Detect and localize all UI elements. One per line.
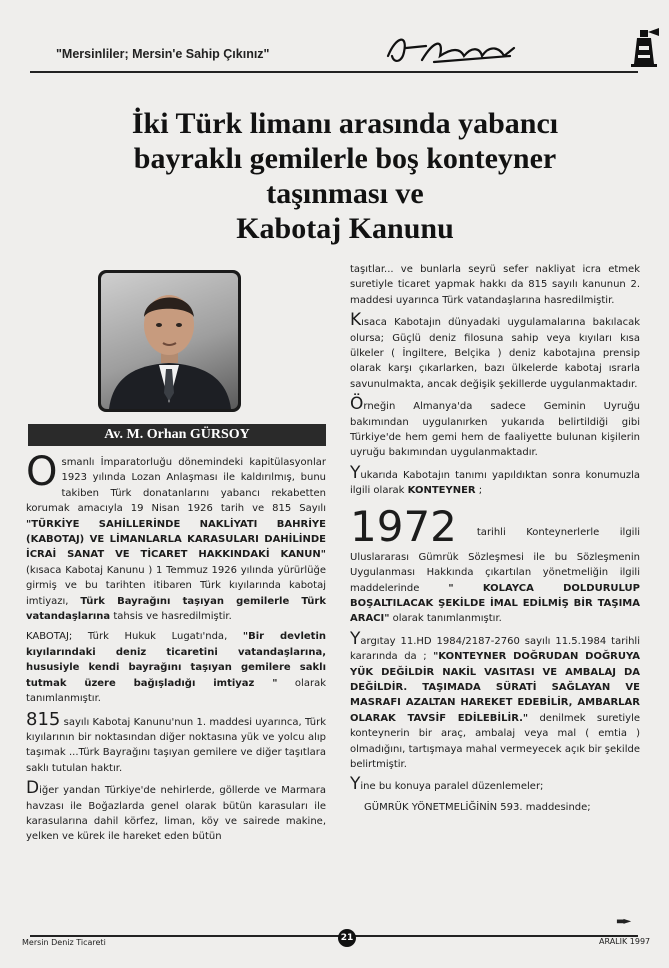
paragraph-text: ısaca Kabotajın dünyadaki uygulamalarına bakılacak olursa; Güçlü deniz filosuna sahip veya kıyıları kısa ülkeler ( İngiltere, Belçika ) deniz kabotajına prensip olarak karşı çıkarlarken, bazı ülkelerde kabotaj ısrarla savunulmakta, ancak değişik şekillerde uygulanmaktadır. [350, 317, 640, 390]
paragraph-text: ine bu konuya paralel düzenlemeler; [360, 781, 544, 793]
bleed-through-left [30, 250, 39, 288]
footer-publication: Mersin Deniz Ticareti [22, 938, 106, 947]
law-title: "TÜRKİYE SAHİLLERİNDE NAKLİYATI BAHRİYE (KABOTAJ) VE LİMANLARLA KARASULARI DAHİLİNDE İCRAİ SANAT VE TİCARET HAKKINDAKİ KANUN" [26, 518, 326, 561]
paragraph-text: iğer yandan Türkiye'de nehirlerde, göllerde ve Marmara havzası ile Boğazlarda genel olarak bütün karasuları ile karasularına dahil körfez, liman, köy ve sairede makine, yelken ve kürek ile hareket eden bütün [26, 785, 326, 843]
paragraph-text: argıtay 11.HD 1984/2187-2760 sayılı 11.5.1984 tarihli kararında da ; [350, 635, 640, 663]
paragraph [26, 449, 326, 624]
initial-letter: Y [350, 628, 361, 649]
initial-letter: Y [350, 462, 361, 483]
paragraph-text: tahsis ve hasredilmiştir. [110, 611, 232, 623]
keyword: KONTEYNER [407, 485, 476, 497]
paragraph-text: olarak tanımlanmıştır. [26, 677, 326, 705]
portrait-figure [101, 273, 238, 409]
left-column [26, 449, 326, 850]
author-portrait-icon [101, 273, 238, 409]
paragraph-text: rneğin Almanya'da sadece Geminin Uyruğu bakımından uygulanırken yukarıda belirtildiği gibi Türkiye'de hem gemi hem de faaliyette bulunan kişilerin uyruğu bakımından uygulanmaktadır. [350, 401, 640, 459]
header-rule [30, 71, 638, 73]
paragraph-text: KABOTAJ; Türk Hukuk Lugatı'nda, [26, 631, 243, 643]
paragraph [350, 262, 640, 308]
paragraph [26, 778, 326, 845]
drop-cap: O [26, 449, 58, 495]
emphasis-text: Türk Bayrağını taşıyan gemilerle Türk vatandaşlarına [26, 595, 326, 623]
paragraph [350, 462, 640, 499]
paragraph-text: tarihli Konteynerlerle ilgili Uluslararası Gümrük Sözleşmesi ile bu Sözleşmenin Uygulanması Hakkında çıkartılan yönetmeliğin ilgili maddelerinde [350, 526, 640, 594]
law-number: 815 [26, 708, 61, 730]
article-headline [70, 106, 620, 246]
initial-letter: Ö [350, 394, 364, 415]
header-slogan: "Mersinliler; Mersin'e Sahip Çıkınız" [56, 47, 270, 61]
paragraph-text: sayılı Kabotaj Kanunu'nun 1. maddesi uyarınca, Türk kıyılarının bir noktasından diğer noktasına yük ve yolcu alıp taşımak ...Türk Bayrağını taşıyan gemilere ve diğer taşıtlara saklı tutulan haktır. [26, 716, 326, 774]
footer-rule [30, 935, 638, 937]
initial-letter: D [26, 778, 40, 799]
author-photo [98, 270, 241, 412]
paragraph-text: (kısaca Kabotaj Kanunu ) 1 Temmuz 1926 yılında yürürlüğe girmiş ve bu tarihten itibaren Türk kıyılarında kabotaj imtiyazı, [26, 564, 326, 607]
paragraph [350, 310, 640, 392]
paragraph [26, 708, 326, 777]
footer-date: ARALIK 1997 [599, 937, 651, 946]
page-number: 21 [338, 929, 356, 947]
headline-line: Kabotaj Kanunu [236, 212, 454, 245]
headline-line: taşınması ve [266, 177, 424, 210]
continue-arrow-icon: ▬► [616, 916, 630, 927]
paragraph [350, 394, 640, 461]
paragraph-text: denilmek suretiyle konteynerin bir araç, ambalaj veya mal ( emtia ) olmadığını, tartışmaya mahal vermeyecek açık bir şekilde belirtmiştir. [350, 712, 641, 770]
paragraph-text: olarak tanımlanmıştır. [389, 613, 502, 625]
lighthouse-logo-icon [627, 24, 661, 68]
paragraph [26, 629, 326, 706]
paragraph-text: taşıtlar... ve bunlarla seyrü sefer nakliyat icra etmek suretiyle ticaret yapmak hakkı da 815 sayılı kanunun 2. maddesi uyarınca Türk vatandaşlarına hasredilmiştir. [350, 264, 640, 306]
right-column [350, 262, 640, 820]
paragraph-text: ukarıda Kabotajın tanımı yapıldıktan sonra konumuzla ilgili olarak [350, 469, 640, 497]
paragraph [350, 800, 640, 815]
signature-icon [382, 26, 522, 74]
initial-letter: K [350, 310, 362, 331]
paragraph-text: smanlı İmparatorluğu dönemindeki kapitülasyonlar 1923 yılında Lozan Anlaşması ile kaldırılmış, bunu takiben Türk donatanlarını yabancı rekabetten korumak amacıyla 19 Nisan 1926 tarih ve 815 Sayılı [26, 457, 326, 515]
year-numeral: 1972 [350, 501, 457, 551]
paragraph [350, 774, 640, 795]
paragraph-text: ; [475, 485, 483, 497]
headline-line: bayraklı gemilerle boş konteyner [133, 142, 557, 175]
paragraph [350, 628, 641, 773]
definition-quote: "Bir devletin kıyılarındaki deniz ticaretini vatandaşlarına, hususiyle kendi bayrağını taşıyan gemilere saklı tutmak üzere bağışladığı imtiyaz " [26, 631, 326, 689]
court-quote: "KONTEYNER DOĞRUDAN DOĞRUYA YÜK DEĞİLDİR NAKİL VASITASI VE AMBALAJ DA DEĞİLDİR. TAŞIMADA SÜRATİ SAĞLAYAN VE MASRAFI AZALTAN HAREKET EDEBİLİR, AMBARLAR OLARAK TAVSİF EDİLEBİLİR." [350, 651, 640, 724]
headline-line: İki Türk limanı arasında yabancı [131, 107, 559, 140]
author-byline: Av. M. Orhan GÜRSOY [28, 424, 326, 446]
initial-letter: Y [350, 774, 361, 795]
definition-quote: " KOLAYCA DOLDURULUP BOŞALTILACAK ŞEKİLDE İMAL EDİLMİŞ BİR TAŞIMA ARACI" [350, 582, 640, 625]
paragraph-text: GÜMRÜK YÖNETMELİĞİNİN 593. maddesinde; [364, 801, 591, 813]
paragraph [350, 501, 640, 627]
